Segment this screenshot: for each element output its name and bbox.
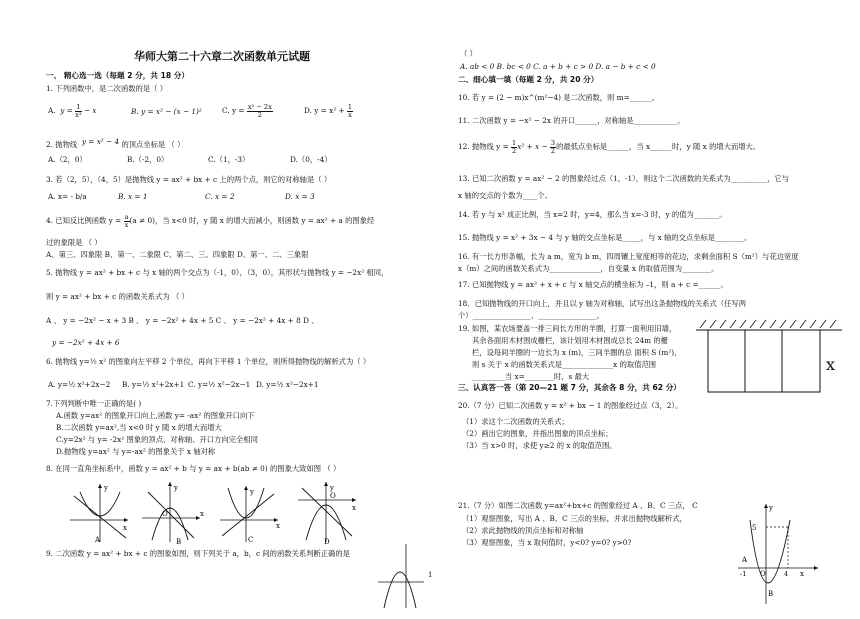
q2-option-a: A.（2，0） — [48, 155, 87, 164]
section-1-heading: 一、 精心选一选（每题 2 分，共 18 分） — [46, 71, 189, 80]
question-9: 9. 二次函数 y = ax² + bx + c 的图象如图，则下列关于 a，b，c 间的函数关系判断正确的是 — [46, 549, 350, 558]
q20-item-1: （1）求这个二次函数的关系式； — [462, 417, 569, 426]
q21-item-3: （3）观察图象，当 x 取何值时，y<0? y=0? y>0? — [462, 538, 632, 547]
q21-five-label: 5 — [752, 524, 757, 532]
question-12: 12. 抛物线 y = $\frac{1}{2}$ x² + x − $\frac{3}{2}$ 的最低点坐标是______，当 x______时，y 随 x 的增大而增大。 — [458, 139, 761, 155]
question-18-cont: 个）________________、________________。 — [458, 311, 604, 320]
question-17: 17. 已知抛物线 y = ax² + x + c 与 x 轴交点的横坐标为 –1，则 a + c =______。 — [458, 280, 728, 289]
q8-graph-c — [218, 484, 282, 544]
question-11: 11. 二次函数 y = −x² − 2x 的开口______，对称轴是____________。 — [458, 116, 685, 125]
question-14: 14. 若 y 与 x² 成正比例，当 x=2 时，y=4，那么当 x=-3 时，y 的值为_______。 — [458, 210, 727, 219]
q6-option-c: C. y=½ x²−2x−1 — [188, 380, 251, 389]
section-3-heading: 三、认真答一答（第 20—21 题 7 分，其余各 8 分，共 62 分） — [458, 383, 681, 392]
q8-graph-d — [296, 480, 360, 544]
q21-b-label: B — [768, 590, 774, 598]
q7-option-c: C.y=2x² 与 y= -2x² 图象的顶点、对称轴、开口方向完全相同 — [56, 435, 258, 444]
q19-sheep-pen-figure — [694, 318, 844, 396]
question-19-line-3: 栏，设每间羊圈的一边长为 x (m)，三间羊圈的总 面积 S (m²)， — [472, 348, 682, 357]
q8-graph-b — [140, 480, 204, 544]
q4-options: A、第三、四象限 B、第一、二象限 C、第二、三、四象限 D、第一、二、三象限 — [46, 250, 309, 259]
q20-item-3: （3）当 x>0 时，求使 y≥2 的 x 的取值范围。 — [462, 441, 617, 450]
question-19-line-2: 其余各面用木材围成栅栏，该计划用木材围成总长 24m 的栅 — [472, 336, 668, 345]
question-19-line-1: 19. 如图，某农场要盖一排三间长方形的羊圈，打算一面利用旧墙， — [458, 324, 677, 333]
q9-options: A. ab < 0 B. bc < 0 C. a + b + c > 0 D. a − b + c < 0 — [460, 62, 656, 71]
question-10: 10. 若 y = (2 − m)x^(m²−4) 是二次函数，则 m=______。 — [458, 93, 659, 102]
q21-parabola-graph — [732, 500, 824, 608]
q8a-letter: A — [95, 536, 101, 544]
question-5-cont: 则 y = ax² + bx + c 的函数关系式为 （ ） — [46, 292, 189, 301]
q7-option-d: D.抛物线 y=ax² 与 y=-ax² 的图象关于 x 轴对称 — [56, 447, 216, 456]
q3-option-b: B. x = 1 — [118, 192, 148, 201]
question-20: 20.（7 分）已知二次函数 y = x² + bx − 1 的图象经过点（3，2）。 — [458, 401, 683, 410]
q3-option-d: D. x = 3 — [285, 192, 315, 201]
question-13-cont: x 轴的交点的个数为____个。 — [458, 191, 552, 200]
q20-item-2: （2）画出它的图象，并指出图象的顶点坐标； — [462, 429, 613, 438]
question-7: 7.下列判断中唯一正确的是( ) — [46, 399, 142, 408]
q21-item-1: （1）观察图象，写出 A 、B、C 三点的坐标，并求出抛物线解析式， — [462, 514, 687, 523]
question-6: 6. 抛物线 y=½ x² 的图象向左平移 2 个单位，再向下平移 1 个单位，则所得抛物线的解析式为（ ） — [46, 357, 371, 366]
q7-option-b: B.二次函数 y=ax²,当 x<0 时 y 随 x 的增大而增大 — [56, 423, 222, 432]
question-16-cont: x（m）之间的函数关系式为______________，自变量 x 的取值范围为________。 — [458, 264, 719, 273]
question-8: 8. 在同一直角坐标系中，函数 y = ax² + b 与 y = ax + b(ab ≠ 0) 的图象大致如图 （ ） — [46, 464, 341, 473]
q21-four-label: 4 — [784, 570, 789, 578]
q21-item-2: （2）求此抛物线的顶点坐标和对称轴 — [462, 526, 584, 535]
q3-option-a: A. x= - b/a — [48, 192, 87, 201]
question-13: 13. 已知二次函数 y = ax² − 2 的图象经过点（1，-1），则这个二次函数的关系式为__________，它与 — [458, 174, 790, 183]
q8c-y-label: y — [250, 488, 254, 496]
q1-option-b: B. y = x² − (x − 1)² — [131, 107, 202, 116]
q6-option-d: D. y=½ x²−2x+1 — [256, 380, 319, 389]
section-2-heading: 二、细心填一填（每题 2 分，共 20 分） — [458, 75, 599, 84]
q8d-origin: O — [330, 492, 336, 500]
q8d-letter: D — [324, 538, 330, 546]
question-3: 3. 若（2，5），（4，5）是抛物线 y = ax² + bx + c 上的两个点，则它的对称轴是（ ） — [46, 175, 332, 184]
question-19-line-5: _________当 x=________时，s 最大 — [472, 372, 590, 381]
q21-origin-label: O — [760, 570, 766, 578]
page-number: 1 — [428, 571, 433, 579]
q8c-letter: C — [248, 536, 254, 544]
q7-option-a: A.函数 y=ax² 的图象开口向上,函数 y= -ax² 的图象开口向下 — [56, 411, 255, 420]
q21-a-label: A — [742, 556, 748, 564]
q21-minus1-label: -1 — [740, 570, 747, 578]
page-title: 华师大第二十六章二次函数单元试题 — [134, 50, 310, 63]
q2-option-b: B.（-2，0） — [127, 155, 169, 164]
question-15: 15. 抛物线 y = x² + 3x − 4 与 y 轴的交点坐标是_____，与 x 轴的交点坐标是________。 — [458, 233, 752, 242]
q8a-x-label: x — [123, 524, 127, 532]
q5-options: A 、 y = −2x² − x + 3 B 、 y = −2x² + 4x + 5 C 、 y = −2x² + 4x + 8 D 、 — [46, 316, 319, 325]
q8-graph-a — [68, 482, 132, 544]
question-5: 5. 抛物线 y = ax² + bx + c 与 x 轴的两个交点为（-1，0），（3，0），其形状与抛物线 y = −2x² 相同， — [46, 268, 389, 277]
q8b-x-label: x — [200, 510, 204, 518]
q8b-origin: O — [162, 510, 168, 518]
q6-option-a: A. y=½ x²+2x−2 — [48, 380, 111, 389]
q1-option-d: D. y = x² + $\frac{1}{x}$ — [304, 103, 353, 119]
question-21: 21.（7 分）如图二次函数 y=ax²+bx+c 的图象经过 A 、B、C 三点， C — [458, 501, 698, 510]
question-1: 1. 下列函数中，是二次函数的是（ ） — [46, 84, 168, 93]
question-19-line-4: 则 s 关于 x 的函数关系式是______________x 的取值范围 — [472, 360, 657, 369]
q8b-y-label: y — [174, 484, 178, 492]
question-16: 16. 有一长方形条幅，长为 a m，宽为 b m，四周镶上宽度相等的花边，求剩余面积 S（m²）与花边宽度 — [458, 252, 799, 261]
q8d-y-label: y — [330, 484, 334, 492]
q5-option-d: y = −2x² + 4x + 6 — [52, 338, 120, 347]
q8a-y-label: y — [104, 484, 108, 492]
q8b-letter: B — [176, 538, 182, 546]
q9-paren: （ ） — [460, 49, 477, 58]
question-2: 2. 抛物线 y = x² − 4 的顶点坐标是 （ ） — [46, 137, 185, 149]
q1-option-c: C. y = $\frac{\text{x² − 2x}}{2}$ — [222, 103, 272, 119]
q6-option-b: B. y=½ x²+2x+1 — [122, 380, 185, 389]
q1-option-a: A. y = $\frac{1}{\text{x²}}$ − x — [48, 103, 97, 119]
q21-y-label: y — [769, 504, 773, 512]
q19-x-label: x — [826, 355, 836, 374]
question-4-cont: 过的象限是 （ ） — [46, 238, 102, 247]
q9-parabola-graph — [376, 542, 426, 610]
q8d-x-label: x — [352, 504, 356, 512]
q2-option-d: D.（0，-4） — [290, 155, 332, 164]
question-4: 4. 已知反比例函数 y = $\frac{a}{x}$ (a ≠ 0)，当 x<0 时，y 随 x 的增大而减小，则函数 y = ax² + a 的图象经 — [46, 213, 375, 229]
q2-option-c: C.（1，-3） — [208, 155, 250, 164]
question-18: 18．已知抛物线的开口向上，并且以 y 轴为对称轴，试写出这条抛物线的关系式（任写两 — [458, 299, 747, 308]
q3-option-c: C. x = 2 — [205, 192, 235, 201]
q21-x-label: x — [800, 570, 804, 578]
q8c-x-label: x — [276, 522, 280, 530]
